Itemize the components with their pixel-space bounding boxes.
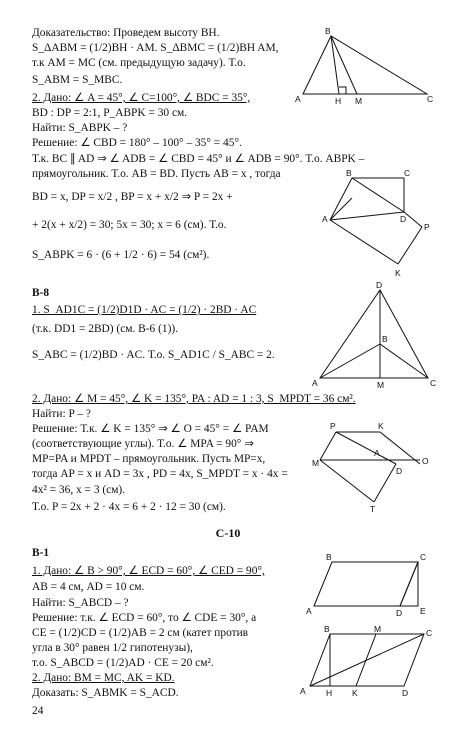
fig3-label-c: C xyxy=(430,378,437,388)
fig1-label-b: B xyxy=(325,26,331,36)
fig3-label-d: D xyxy=(376,280,383,290)
figure-triangle-altitude-median xyxy=(295,26,435,108)
fig6-label-m: M xyxy=(374,624,382,634)
text-line-17: S_ABC = (1/2)BD · AC. Т.о. S_AD1C / S_ABC = 2. xyxy=(32,349,275,361)
fig5-label-b: B xyxy=(326,552,332,562)
fig5-label-d: D xyxy=(396,608,403,618)
text-line-29: Найти: S_ABCD – ? xyxy=(32,597,129,609)
fig6-label-k: K xyxy=(352,688,358,698)
text-line-24: 4x² = 36, x = 3 (см). xyxy=(32,484,126,496)
fig3-label-b: B xyxy=(382,334,388,344)
text-line-22: MP=PA и MPDT – прямоугольник. Пусть MP=x, xyxy=(32,453,266,465)
fig4-label-k: K xyxy=(378,421,384,431)
section-title: С-10 xyxy=(215,526,241,540)
text-line-20: Решение: Т.к. ∠ K = 135° ⇒ ∠ O = 45° = ∠ PAM xyxy=(32,423,269,435)
text-line-4: S_ABM = S_MBC. xyxy=(32,74,123,86)
text-line-31: CE = (1/2)CD = (1/2)AB = 2 см (катет против xyxy=(32,627,249,639)
fig4-label-d: D xyxy=(396,466,403,476)
text-line-3: т.к AM = MC (см. предыдущую задачу). Т.о. xyxy=(32,57,246,69)
fig1-label-a: A xyxy=(295,94,301,104)
fig4-label-p: P xyxy=(330,421,336,431)
figure-parallelogram-rectangle xyxy=(322,168,440,282)
figure-parallelogram-abmk xyxy=(300,624,440,700)
fig4-label-m: M xyxy=(312,458,320,468)
fig3-label-m: M xyxy=(377,380,385,390)
fig2-label-p: P xyxy=(424,222,430,232)
text-line-13: S_ABPK = 6 · (6 + 1/2 · 6) = 54 (см²). xyxy=(32,249,210,261)
fig2-label-c: C xyxy=(404,168,411,178)
text-line-16: (т.к. DD1 = 2BD) (см. В-6 (1)). xyxy=(32,323,179,335)
fig2-label-k: K xyxy=(395,268,401,278)
fig6-label-c: C xyxy=(426,628,433,638)
text-line-25: Т.о. P = 2x + 2 · 4x = 6 + 2 · 12 = 30 (см). xyxy=(32,501,226,513)
text-line-32: угла в 30° равен 1/2 гипотенузы), xyxy=(32,642,193,654)
text-line-23: тогда AP = x и AD = 3x , PD = 4x, S_MPDT = x · 4x = xyxy=(32,468,288,480)
fig2-label-d: D xyxy=(400,214,407,224)
fig4-label-a: A xyxy=(374,448,380,458)
variant-heading-b1: В-1 xyxy=(32,547,50,559)
page-number: 24 xyxy=(32,705,44,717)
figure-triangle-d1 xyxy=(308,282,438,392)
text-line-6: BD : DP = 2:1, P_ABPK = 30 см. xyxy=(32,107,188,119)
text-line-10: прямоугольник. Т.о. AB = BD. Пусть AB = x , тогда xyxy=(32,168,281,180)
text-line-2: S_ΔABM = (1/2)BH · AM. S_ΔBMC = (1/2)BH AM, xyxy=(32,42,279,54)
fig5-label-e: E xyxy=(420,606,426,616)
text-line-1: Доказательство: Проведем высоту BH. xyxy=(32,27,220,39)
text-line-33: т.о. S_ABCD = (1/2)AD · CE = 20 см². xyxy=(32,657,214,669)
fig2-label-a: A xyxy=(322,214,328,224)
fig6-label-h: H xyxy=(326,688,333,698)
fig1-label-c: C xyxy=(427,94,434,104)
fig6-label-b: B xyxy=(324,624,330,634)
fig3-label-a: A xyxy=(312,378,318,388)
fig5-label-c: C xyxy=(420,552,427,562)
text-line-34: 2. Дано: BM = MC, AK = KD. xyxy=(32,672,175,684)
text-line-11: BD = x, DP = x/2 , BP = x + x/2 ⇒ P = 2x + xyxy=(32,191,233,203)
text-line-30: Решение: т.к. ∠ ECD = 60°, то ∠ CDE = 30°, а xyxy=(32,612,257,624)
fig4-label-t: T xyxy=(370,504,376,514)
fig6-label-d: D xyxy=(402,688,409,698)
figure-parallelogram-height xyxy=(306,554,436,616)
variant-heading-b8: В-8 xyxy=(32,287,50,299)
text-line-5: 2. Дано: ∠ A = 45°, ∠ C=100°, ∠ BDC = 35°, xyxy=(32,92,251,104)
text-line-15: 1. S_AD1C = (1/2)D1D · AC = (1/2) · 2BD · AC xyxy=(32,304,257,316)
text-line-21: (соответствующие углы). Т.о. ∠ MPA = 90° ⇒ xyxy=(32,438,254,450)
text-line-35: Доказать: S_ABMK = S_ACD. xyxy=(32,687,179,699)
text-line-19: Найти: P – ? xyxy=(32,408,91,420)
text-line-27: 1. Дано: ∠ B > 90°, ∠ ECD = 60°, ∠ CED = 90°, xyxy=(32,565,265,577)
text-line-18: 2. Дано: ∠ M = 45°, ∠ K = 135°, PA : AD = 1 : 3, S_MPDT = 36 см². xyxy=(32,393,356,405)
text-line-8: Решение: ∠ CBD = 180° – 100° – 35° = 45°. xyxy=(32,137,242,149)
figure-trapezoid-mpdt xyxy=(312,422,442,514)
fig2-label-b: B xyxy=(346,168,352,178)
text-line-28: AB = 4 см, AD = 10 см. xyxy=(32,581,145,593)
text-line-9: Т.к. BC ∥ AD ⇒ ∠ ADB = ∠ CBD = 45° и ∠ ADB = 90°. Т.о. ABPK – xyxy=(32,153,365,165)
fig4-label-o: O xyxy=(422,456,429,466)
fig1-label-m: M xyxy=(355,96,363,106)
fig5-label-a: A xyxy=(306,606,312,616)
text-line-12: + 2(x + x/2) = 30; 5x = 30; x = 6 (см). Т.о. xyxy=(32,219,227,231)
fig6-label-a: A xyxy=(300,686,306,696)
fig1-label-h: H xyxy=(335,96,342,106)
text-line-7: Найти: S_ABPK – ? xyxy=(32,122,128,134)
